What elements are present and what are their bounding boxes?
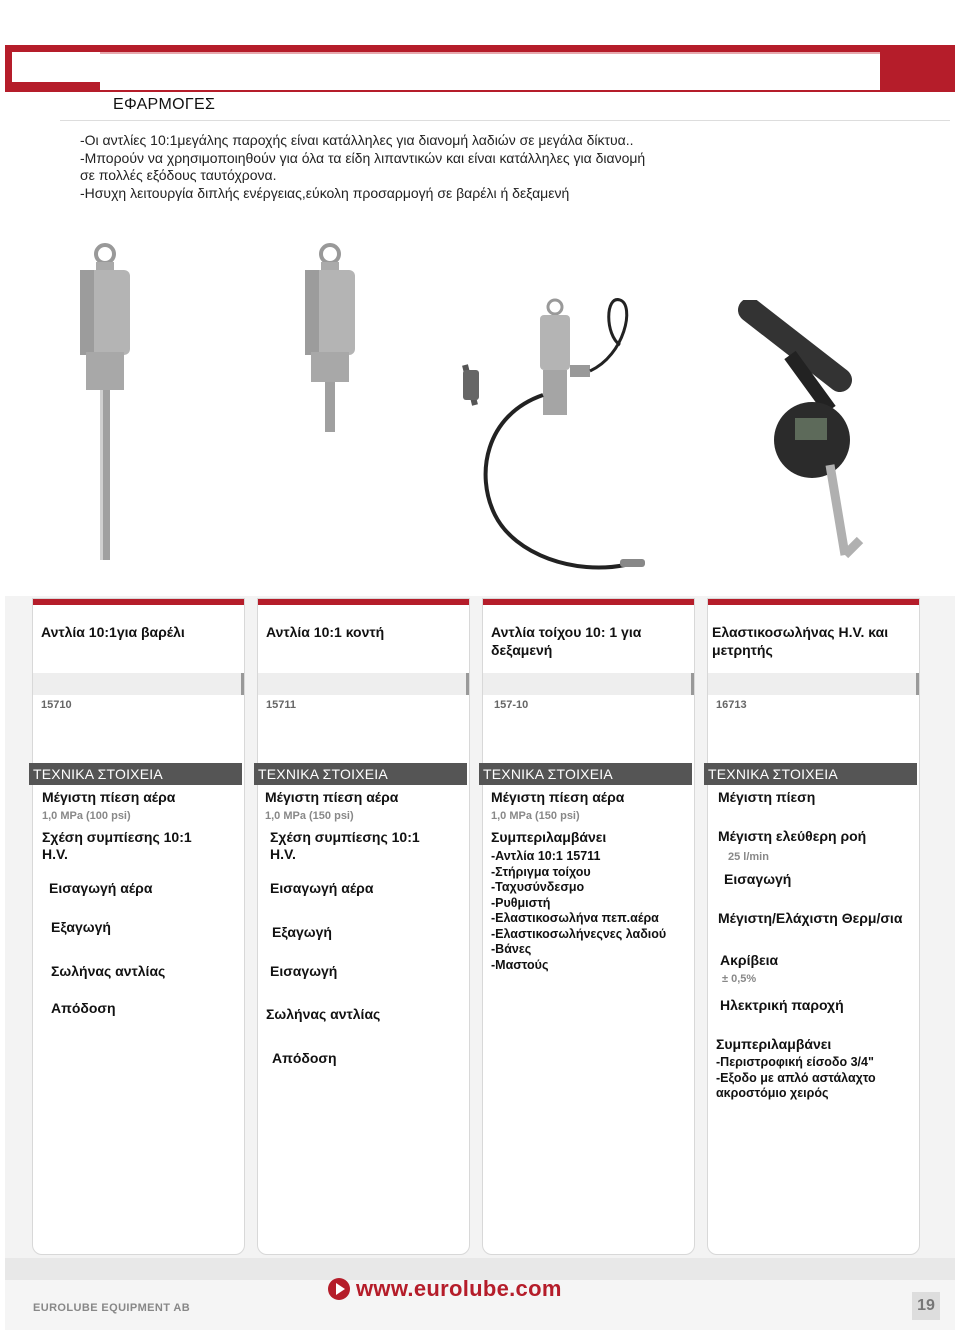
card-accent <box>33 599 244 605</box>
tech-specs-bar <box>704 763 917 785</box>
product-card-wall-pump <box>482 598 695 1255</box>
drum-pump-photo <box>60 240 150 570</box>
spec-label: Μέγιστη πίεση <box>718 789 816 805</box>
spec-label: Σωλήνας αντλίας <box>51 963 166 979</box>
product-code: 15711 <box>266 699 296 711</box>
section-divider <box>60 120 950 121</box>
spec-label: Μέγιστη πίεση αέρα <box>265 789 399 805</box>
card-accent <box>708 599 919 605</box>
include-item: -Περιστροφική είσοδο 3/4" <box>716 1055 874 1069</box>
spec-label: Απόδοση <box>51 1000 116 1016</box>
play-arrow-icon <box>328 1278 350 1300</box>
spec-label: Μέγιστη πίεση αέρα <box>42 789 176 805</box>
tech-specs-label: ΤΕΧΝΙΚΑ ΣΤΟΙΧΕΙΑ <box>483 766 613 782</box>
spec-label: Εισαγωγή <box>270 963 338 979</box>
spec-value: 1,0 MPa (150 psi) <box>491 810 580 822</box>
product-card-short-pump <box>257 598 470 1255</box>
header-notch <box>12 52 100 82</box>
include-item: -Εξοδο με απλό αστάλαχτο <box>716 1070 876 1085</box>
spec-value: 1,0 MPa (150 psi) <box>265 810 354 822</box>
spec-value: 1,0 MPa (100 psi) <box>42 810 131 822</box>
card-accent <box>483 599 694 605</box>
code-bar <box>258 673 469 695</box>
spec-label: Εισαγωγή αέρα <box>270 880 374 896</box>
intro-line: -Ησυχη λειτουργία διπλής ενέργειας,εύκολη προσαρμογή σε βαρέλι ή δεξαμενή <box>80 184 570 201</box>
header-title-area <box>100 52 880 90</box>
spec-label: Ηλεκτρική παροχή <box>720 997 844 1013</box>
spec-value: 25 l/min <box>728 851 769 863</box>
spec-label: Συμπεριλαμβάνει <box>491 829 607 845</box>
card-accent <box>258 599 469 605</box>
intro-line: -Μπορούν να χρησιμοποιηθούν για όλα τα είδη λιπαντικών και είναι κατάλληλες για διανομή <box>80 149 646 166</box>
spec-label: Συμπεριλαμβάνει <box>716 1036 832 1052</box>
spec-label: Μέγιστη/Ελάχιστη Θερμ/σια <box>718 910 903 926</box>
tech-specs-label: ΤΕΧΝΙΚΑ ΣΤΟΙΧΕΙΑ <box>708 766 838 782</box>
spec-label: Εισαγωγή αέρα <box>49 880 153 896</box>
short-pump-photo <box>285 240 375 440</box>
tech-specs-label: ΤΕΧΝΙΚΑ ΣΤΟΙΧΕΙΑ <box>258 766 388 782</box>
include-item: -Ελαστικοσωλήνα πεπ.αέρα <box>491 911 659 925</box>
wall-pump-kit-photo <box>455 295 655 580</box>
product-name: Αντλία 10:1για βαρέλι <box>41 624 185 640</box>
spec-label: Σχέση συμπίεσης 10:1 H.V. <box>270 829 420 862</box>
spec-label: Σχέση συμπίεσης 10:1 H.V. <box>42 829 192 862</box>
page-number: 19 <box>912 1292 940 1320</box>
product-card-hose-meter <box>707 598 920 1255</box>
product-code: 15710 <box>41 699 72 711</box>
include-item: -Ταχυσύνδεσμο <box>491 880 585 894</box>
include-item: -Βάνες <box>491 942 532 956</box>
code-bar <box>33 673 244 695</box>
intro-text <box>80 132 760 202</box>
include-item: -Ελαστικοσωλήνεςνες λαδιού <box>491 926 667 941</box>
includes-list <box>491 849 666 973</box>
code-bar <box>708 673 919 695</box>
include-item: -Στήριγμα τοίχου <box>491 864 591 879</box>
spec-label: Μέγιστη ελεύθερη ροή <box>718 828 867 844</box>
spec-value: ± 0,5% <box>722 973 757 985</box>
product-code: 16713 <box>716 699 747 711</box>
intro-line: σε πολλές εξόδους ταυτόχρονα. <box>80 167 277 183</box>
spec-label: Εξαγωγή <box>272 924 332 940</box>
intro-line: -Οι αντλίες 10:1μεγάλης παροχής είναι κατάλληλες για διανομή λαδιών σε μεγάλα δίκτυα.. <box>80 132 634 148</box>
spec-label: Εισαγωγή <box>724 871 792 887</box>
spec-label: Απόδοση <box>272 1050 337 1066</box>
product-code: 157-10 <box>494 699 529 711</box>
spec-label: Μέγιστη πίεση αέρα <box>491 789 625 805</box>
include-item: ακροστόμιο χειρός <box>716 1086 829 1100</box>
include-item: -Ρυθμιστή <box>491 895 551 910</box>
tech-specs-bar <box>479 763 692 785</box>
footer-brand: EUROLUBE EQUIPMENT AB <box>33 1302 191 1314</box>
product-card-drum-pump <box>32 598 245 1255</box>
spec-label: Εξαγωγή <box>51 919 111 935</box>
includes-list <box>716 1055 876 1102</box>
code-bar <box>483 673 694 695</box>
section-title: ΕΦΑΡΜΟΓΕΣ <box>113 96 216 113</box>
footer-url[interactable]: www.eurolube.com <box>356 1276 562 1301</box>
spec-label: Ακρίβεια <box>720 952 779 968</box>
hose-meter-photo <box>720 300 870 590</box>
product-name: Αντλία 10:1 κοντή <box>266 624 385 640</box>
tech-specs-bar <box>254 763 467 785</box>
footer-link[interactable] <box>328 1274 562 1304</box>
product-name: Ελαστικοσωλήνας H.V. και μετρητής <box>712 624 889 658</box>
product-name: Αντλία τοίχου 10: 1 για δεξαμενή <box>491 624 642 658</box>
spec-label: Σωλήνας αντλίας <box>266 1006 381 1022</box>
include-item: -Μαστούς <box>491 957 549 972</box>
tech-specs-label: ΤΕΧΝΙΚΑ ΣΤΟΙΧΕΙΑ <box>33 766 163 782</box>
tech-specs-bar <box>29 763 242 785</box>
include-item: -Αντλία 10:1 15711 <box>491 849 601 863</box>
